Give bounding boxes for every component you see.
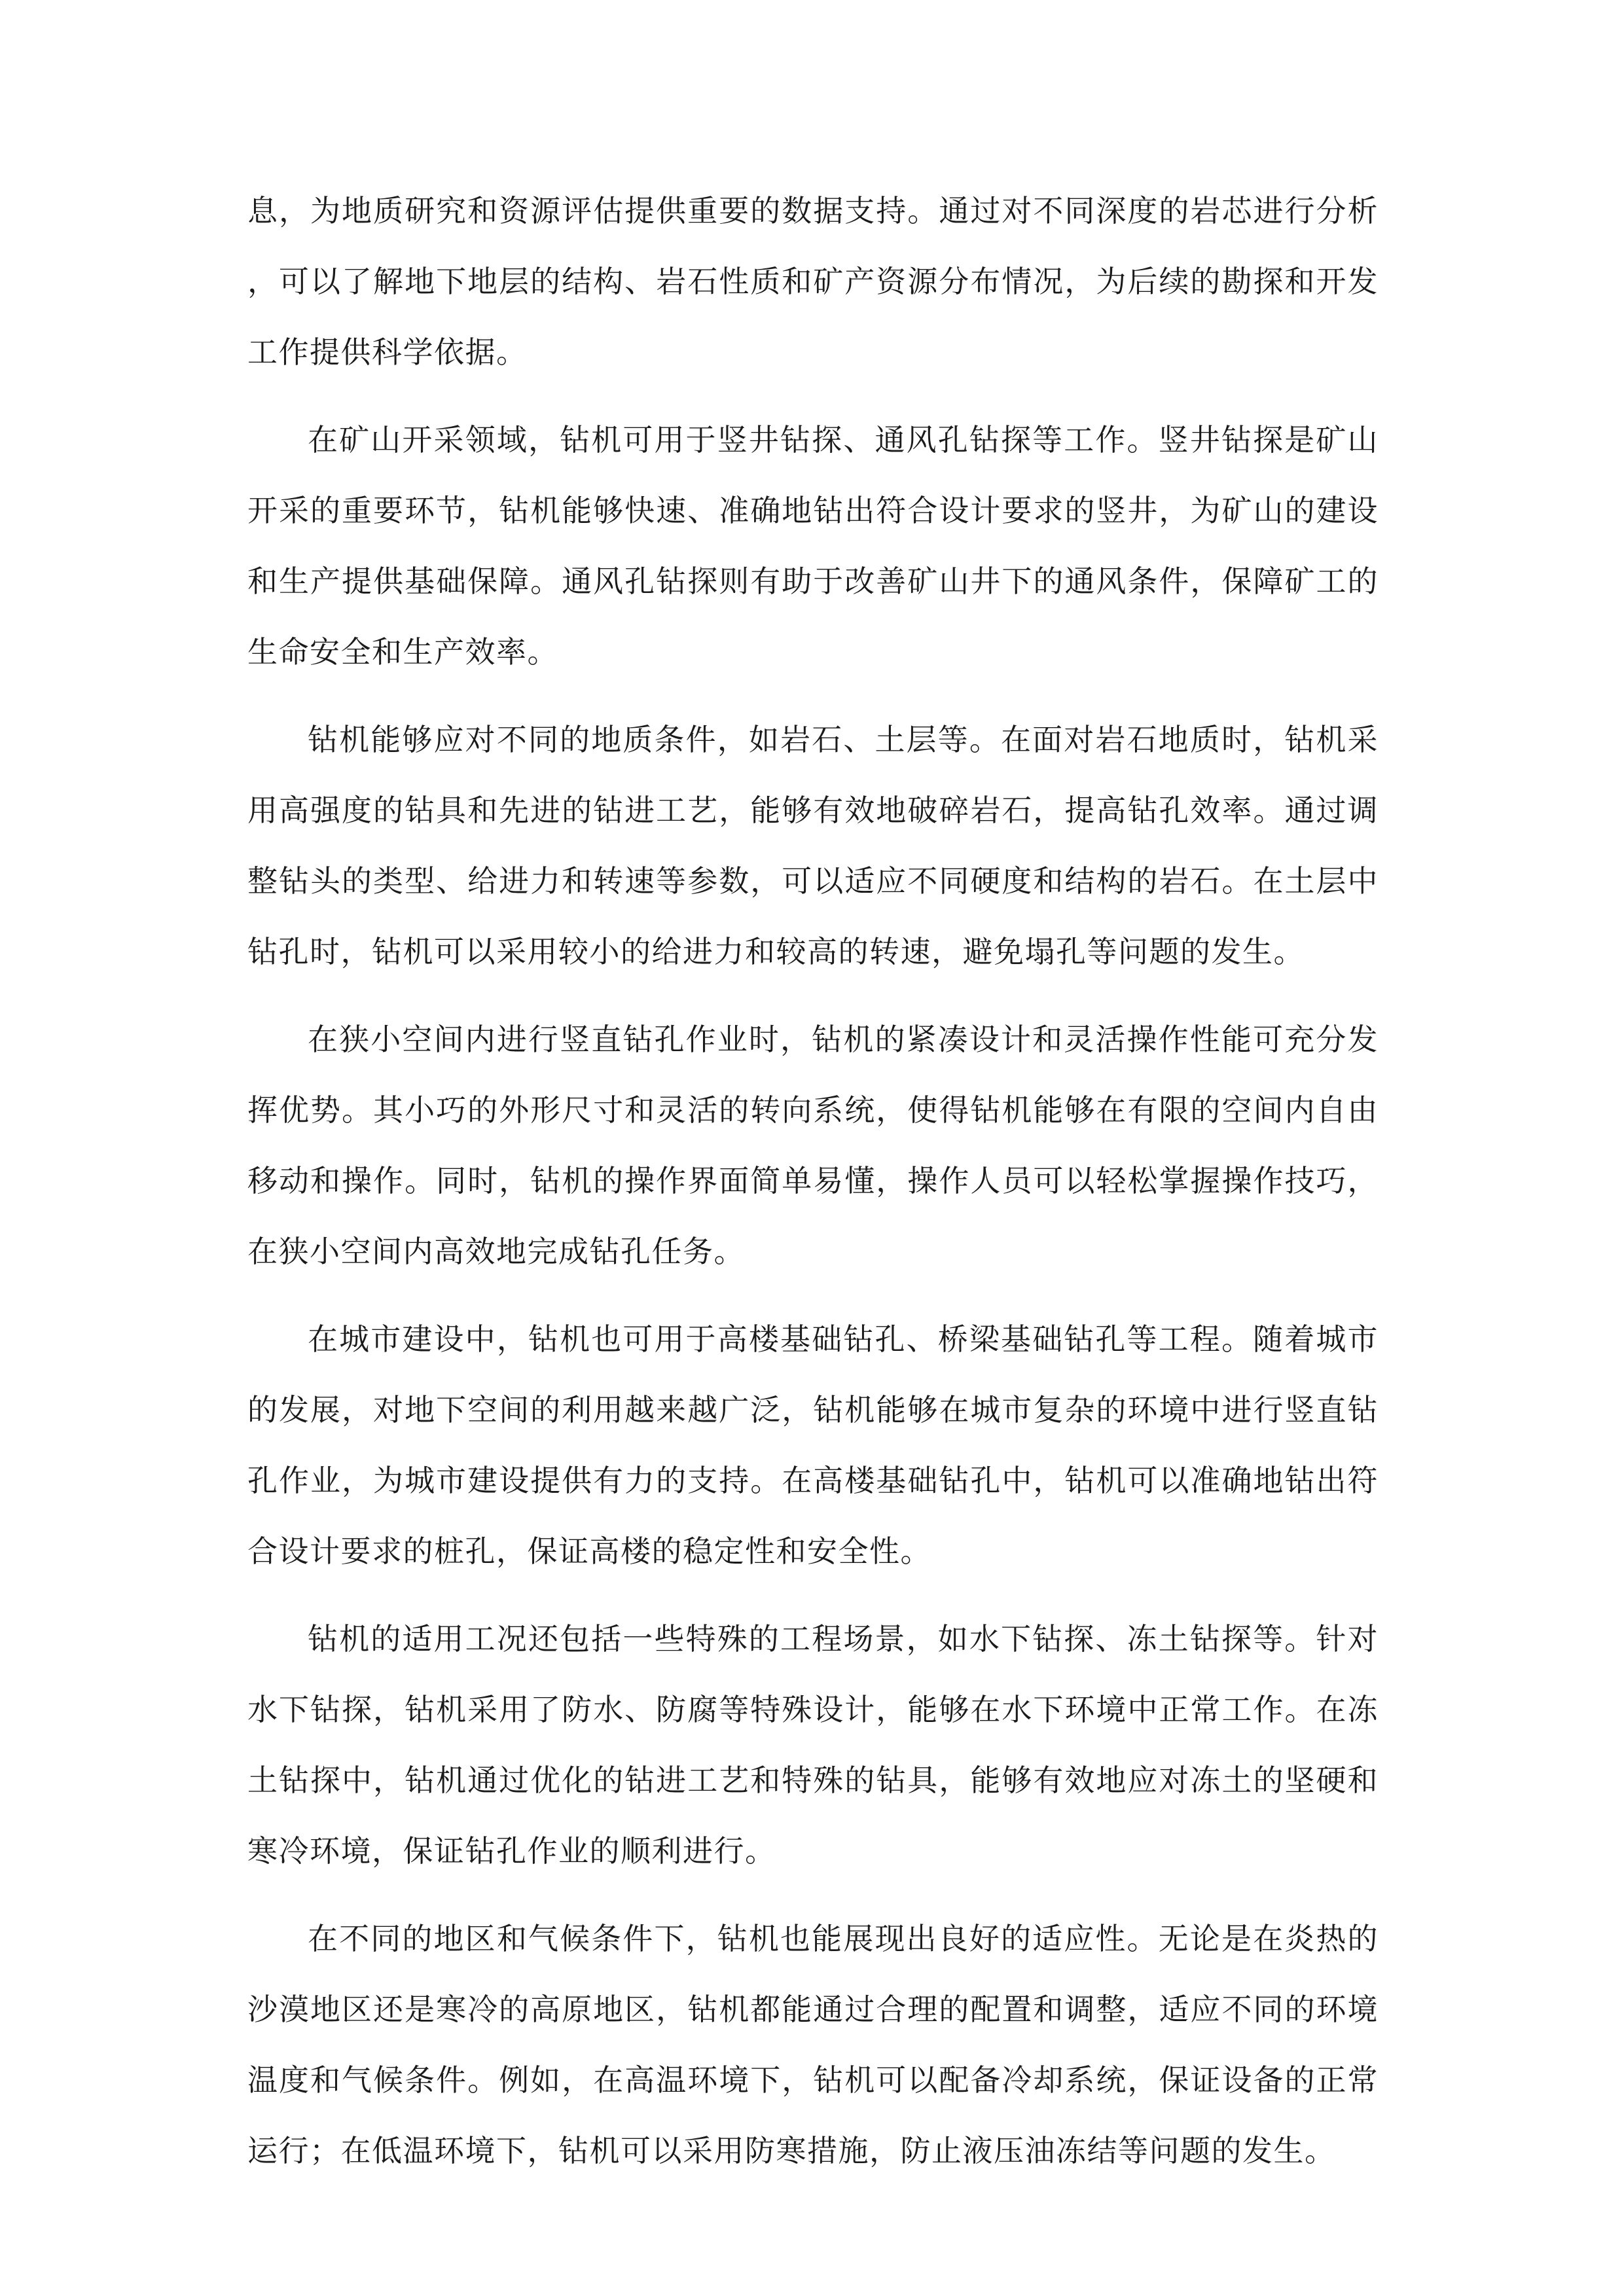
paragraph-urban-construction: 在城市建设中，钻机也可用于高楼基础钻孔、桥梁基础钻孔等工程。随着城市的发展，对地下空间的利用越来越广泛，钻机能够在城市复杂的环境中进行竖直钻孔作业，为城市建设提供有力的支持。在高楼基础钻孔中，钻机可以准确地钻出符合设计要求的桩孔，保证高楼的稳定性和安全性。 bbox=[247, 1321, 1379, 1569]
paragraph-narrow-space: 在狭小空间内进行竖直钻孔作业时，钻机的紧凑设计和灵活操作性能可充分发挥优势。其小巧的外形尺寸和灵活的转向系统，使得钻机能够在有限的空间内自由移动和操作。同时，钻机的操作界面简单易懂，操作人员可以轻松掌握操作技巧，在狭小空间内高效地完成钻孔任务。 bbox=[247, 1022, 1379, 1269]
paragraph-continuation: 息，为地质研究和资源评估提供重要的数据支持。通过对不同深度的岩芯进行分析，可以了解地下地层的结构、岩石性质和矿产资源分布情况，为后续的勘探和开发工作提供科学依据。 bbox=[247, 193, 1379, 370]
paragraph-climate-adaptability: 在不同的地区和气候条件下，钻机也能展现出良好的适应性。无论是在炎热的沙漠地区还是寒冷的高原地区，钻机都能通过合理的配置和调整，适应不同的环境温度和气候条件。例如，在高温环境下，钻机可以配备冷却系统，保证设备的正常运行；在低温环境下，钻机可以采用防寒措施，防止液压油冻结等问题的发生。 bbox=[247, 1921, 1379, 2168]
paragraph-special-scenarios: 钻机的适用工况还包括一些特殊的工程场景，如水下钻探、冻土钻探等。针对水下钻探，钻机采用了防水、防腐等特殊设计，能够在水下环境中正常工作。在冻土钻探中，钻机通过优化的钻进工艺和特殊的钻具，能够有效地应对冻土的坚硬和寒冷环境，保证钻孔作业的顺利进行。 bbox=[247, 1621, 1379, 1869]
document-page bbox=[247, 175, 1379, 2203]
paragraph-geology-conditions: 钻机能够应对不同的地质条件，如岩石、土层等。在面对岩石地质时，钻机采用高强度的钻具和先进的钻进工艺，能够有效地破碎岩石，提高钻孔效率。通过调整钻头的类型、给进力和转速等参数，可以适应不同硬度和结构的岩石。在土层中钻孔时，钻机可以采用较小的给进力和较高的转速，避免塌孔等问题的发生。 bbox=[247, 722, 1379, 969]
paragraph-mining: 在矿山开采领域，钻机可用于竖井钻探、通风孔钻探等工作。竖井钻探是矿山开采的重要环节，钻机能够快速、准确地钻出符合设计要求的竖井，为矿山的建设和生产提供基础保障。通风孔钻探则有助于改善矿山井下的通风条件，保障矿工的生命安全和生产效率。 bbox=[247, 422, 1379, 670]
